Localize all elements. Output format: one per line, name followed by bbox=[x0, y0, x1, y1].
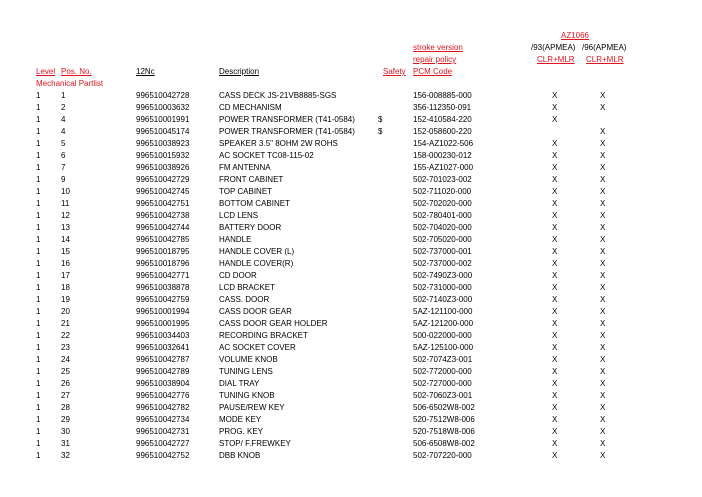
table-row bbox=[0, 115, 702, 127]
row-12nc: 996510042787 bbox=[136, 355, 190, 364]
table-row bbox=[0, 127, 702, 139]
row-variant-93: X bbox=[552, 247, 558, 256]
row-level: 1 bbox=[36, 235, 41, 244]
row-level: 1 bbox=[36, 379, 41, 388]
row-variant-96: X bbox=[600, 271, 606, 280]
row-description: CASS DECK JS-21VB8885-SGS bbox=[219, 91, 337, 100]
row-pcm-code: 502-705020-000 bbox=[413, 235, 472, 244]
table-row bbox=[0, 439, 702, 451]
row-pos-no: 26 bbox=[61, 379, 70, 388]
row-pos-no: 4 bbox=[61, 127, 66, 136]
row-variant-96: X bbox=[600, 343, 606, 352]
row-12nc: 996510038878 bbox=[136, 283, 190, 292]
row-12nc: 996510042751 bbox=[136, 199, 190, 208]
row-12nc: 996510001994 bbox=[136, 307, 190, 316]
row-pos-no: 15 bbox=[61, 247, 70, 256]
pos-no-header: Pos. No. bbox=[61, 67, 92, 76]
row-level: 1 bbox=[36, 427, 41, 436]
row-12nc: 996510042759 bbox=[136, 295, 190, 304]
row-variant-96: X bbox=[600, 379, 606, 388]
row-pos-no: 22 bbox=[61, 331, 70, 340]
row-variant-96: X bbox=[600, 295, 606, 304]
row-pcm-code: 5AZ-121100-000 bbox=[413, 307, 473, 316]
row-pcm-code: 154-AZ1022-506 bbox=[413, 139, 474, 148]
row-level: 1 bbox=[36, 343, 41, 352]
table-row bbox=[0, 355, 702, 367]
row-pos-no: 5 bbox=[61, 139, 66, 148]
row-pcm-code: 502-701023-002 bbox=[413, 175, 472, 184]
row-variant-93: X bbox=[552, 331, 558, 340]
row-variant-93: X bbox=[552, 403, 558, 412]
row-pos-no: 16 bbox=[61, 259, 70, 268]
row-12nc: 996510042771 bbox=[136, 271, 190, 280]
row-description: MODE KEY bbox=[219, 415, 262, 424]
row-description: FM ANTENNA bbox=[219, 163, 271, 172]
row-pos-no: 19 bbox=[61, 295, 70, 304]
row-variant-96: X bbox=[600, 151, 606, 160]
variant-93-header: /93(APMEA) bbox=[531, 43, 576, 52]
row-variant-96: X bbox=[600, 451, 606, 460]
row-pcm-code: 502-7060Z3-001 bbox=[413, 391, 473, 400]
row-description: PAUSE/REW KEY bbox=[219, 403, 285, 412]
row-variant-96: X bbox=[600, 187, 606, 196]
table-row bbox=[0, 307, 702, 319]
row-variant-96: X bbox=[600, 235, 606, 244]
row-variant-93: X bbox=[552, 427, 558, 436]
row-12nc: 996510042738 bbox=[136, 211, 190, 220]
row-variant-93: X bbox=[552, 163, 558, 172]
row-12nc: 996510042744 bbox=[136, 223, 190, 232]
row-description: CD DOOR bbox=[219, 271, 257, 280]
row-pcm-code: 500-022000-000 bbox=[413, 331, 472, 340]
row-pcm-code: 520-7512W8-006 bbox=[413, 415, 475, 424]
row-variant-93: X bbox=[552, 115, 558, 124]
row-variant-93: X bbox=[552, 151, 558, 160]
row-description: CASS DOOR GEAR HOLDER bbox=[219, 319, 328, 328]
table-row bbox=[0, 427, 702, 439]
row-variant-96: X bbox=[600, 103, 606, 112]
row-level: 1 bbox=[36, 271, 41, 280]
row-variant-93: X bbox=[552, 91, 558, 100]
row-pcm-code: 502-707220-000 bbox=[413, 451, 472, 460]
row-description: HANDLE bbox=[219, 235, 252, 244]
row-description: BATTERY DOOR bbox=[219, 223, 282, 232]
row-level: 1 bbox=[36, 451, 41, 460]
row-12nc: 996510034403 bbox=[136, 331, 190, 340]
row-description: CASS. DOOR bbox=[219, 295, 270, 304]
row-level: 1 bbox=[36, 91, 41, 100]
row-12nc: 996510001991 bbox=[136, 115, 190, 124]
row-pos-no: 31 bbox=[61, 439, 70, 448]
row-12nc: 996510018796 bbox=[136, 259, 190, 268]
table-row bbox=[0, 163, 702, 175]
table-row bbox=[0, 391, 702, 403]
row-12nc: 996510042776 bbox=[136, 391, 190, 400]
row-variant-96: X bbox=[600, 355, 606, 364]
row-pcm-code: 502-780401-000 bbox=[413, 211, 472, 220]
row-variant-96: X bbox=[600, 367, 606, 376]
row-variant-93: X bbox=[552, 319, 558, 328]
variant-96-header: /96(APMEA) bbox=[582, 43, 627, 52]
row-pos-no: 23 bbox=[61, 343, 70, 352]
stroke-version-header: stroke version bbox=[413, 43, 463, 52]
row-variant-96: X bbox=[600, 283, 606, 292]
row-pos-no: 28 bbox=[61, 403, 70, 412]
row-variant-93: X bbox=[552, 439, 558, 448]
row-variant-93: X bbox=[552, 343, 558, 352]
row-description: CASS DOOR GEAR bbox=[219, 307, 292, 316]
table-row bbox=[0, 151, 702, 163]
table-row bbox=[0, 199, 702, 211]
row-12nc: 996510038904 bbox=[136, 379, 190, 388]
row-pcm-code: 156-008885-000 bbox=[413, 91, 472, 100]
row-pcm-code: 152-410584-220 bbox=[413, 115, 472, 124]
row-pcm-code: 502-737000-001 bbox=[413, 247, 472, 256]
row-description: FRONT CABINET bbox=[219, 175, 284, 184]
row-description: POWER TRANSFORMER (T41-0584) bbox=[219, 115, 355, 124]
table-row bbox=[0, 331, 702, 343]
row-level: 1 bbox=[36, 403, 41, 412]
row-description: LCD BRACKET bbox=[219, 283, 276, 292]
row-12nc: 996510042789 bbox=[136, 367, 190, 376]
row-12nc: 996510042752 bbox=[136, 451, 190, 460]
row-level: 1 bbox=[36, 319, 41, 328]
row-level: 1 bbox=[36, 223, 41, 232]
table-row bbox=[0, 211, 702, 223]
row-pos-no: 29 bbox=[61, 415, 70, 424]
row-pos-no: 25 bbox=[61, 367, 70, 376]
row-level: 1 bbox=[36, 127, 41, 136]
section-title: Mechanical Partlist bbox=[36, 79, 104, 88]
row-pcm-code: 502-7074Z3-001 bbox=[413, 355, 473, 364]
row-description: STOP/ F.FREWKEY bbox=[219, 439, 291, 448]
row-12nc: 996510042727 bbox=[136, 439, 190, 448]
row-variant-96: X bbox=[600, 91, 606, 100]
row-description: DBB KNOB bbox=[219, 451, 261, 460]
row-pcm-code: 502-704020-000 bbox=[413, 223, 472, 232]
row-pcm-code: 502-702020-000 bbox=[413, 199, 472, 208]
row-pcm-code: 5AZ-121200-000 bbox=[413, 319, 474, 328]
row-pcm-code: 506-6508W8-002 bbox=[413, 439, 475, 448]
row-description: TUNING KNOB bbox=[219, 391, 275, 400]
row-variant-93: X bbox=[552, 271, 558, 280]
row-description: POWER TRANSFORMER (T41-0584) bbox=[219, 127, 355, 136]
row-pos-no: 7 bbox=[61, 163, 66, 172]
row-pos-no: 13 bbox=[61, 223, 70, 232]
row-12nc: 996510042734 bbox=[136, 415, 190, 424]
row-variant-96: X bbox=[600, 223, 606, 232]
row-pcm-code: 152-058600-220 bbox=[413, 127, 472, 136]
row-level: 1 bbox=[36, 151, 41, 160]
row-level: 1 bbox=[36, 367, 41, 376]
row-variant-93: X bbox=[552, 199, 558, 208]
row-pos-no: 18 bbox=[61, 283, 70, 292]
row-description: BOTTOM CABINET bbox=[219, 199, 290, 208]
row-pcm-code: 356-112350-091 bbox=[413, 103, 472, 112]
row-pcm-code: 502-711020-000 bbox=[413, 187, 472, 196]
row-variant-96: X bbox=[600, 331, 606, 340]
table-row bbox=[0, 367, 702, 379]
row-pos-no: 6 bbox=[61, 151, 66, 160]
row-description: VOLUME KNOB bbox=[219, 355, 278, 364]
row-level: 1 bbox=[36, 415, 41, 424]
row-variant-93: X bbox=[552, 223, 558, 232]
row-description: TOP CABINET bbox=[219, 187, 273, 196]
row-pos-no: 30 bbox=[61, 427, 70, 436]
table-row bbox=[0, 247, 702, 259]
row-description: DIAL TRAY bbox=[219, 379, 260, 388]
row-variant-93: X bbox=[552, 103, 558, 112]
row-variant-96: X bbox=[600, 211, 606, 220]
row-pos-no: 12 bbox=[61, 211, 70, 220]
table-row bbox=[0, 235, 702, 247]
row-variant-96: X bbox=[600, 391, 606, 400]
row-level: 1 bbox=[36, 259, 41, 268]
row-pos-no: 17 bbox=[61, 271, 70, 280]
row-12nc: 996510018795 bbox=[136, 247, 190, 256]
row-variant-96: X bbox=[600, 403, 606, 412]
row-variant-93: X bbox=[552, 415, 558, 424]
safety-header: Safety bbox=[383, 67, 406, 76]
table-row bbox=[0, 187, 702, 199]
row-pcm-code: 502-772000-000 bbox=[413, 367, 472, 376]
row-12nc: 996510042745 bbox=[136, 187, 190, 196]
pcm-code-header: PCM Code bbox=[413, 67, 453, 76]
row-pcm-code: 502-7490Z3-000 bbox=[413, 271, 473, 280]
row-level: 1 bbox=[36, 163, 41, 172]
row-pcm-code: 502-737000-002 bbox=[413, 259, 472, 268]
row-variant-96: X bbox=[600, 127, 606, 136]
row-variant-93: X bbox=[552, 451, 558, 460]
row-pos-no: 4 bbox=[61, 115, 66, 124]
row-variant-96: X bbox=[600, 415, 606, 424]
row-level: 1 bbox=[36, 139, 41, 148]
row-pcm-code: 155-AZ1027-000 bbox=[413, 163, 474, 172]
row-12nc: 996510015932 bbox=[136, 151, 190, 160]
row-level: 1 bbox=[36, 187, 41, 196]
row-pos-no: 24 bbox=[61, 355, 70, 364]
row-variant-93: X bbox=[552, 283, 558, 292]
row-safety: $ bbox=[378, 115, 383, 124]
table-row bbox=[0, 223, 702, 235]
row-pcm-code: 5AZ-125100-000 bbox=[413, 343, 474, 352]
row-description: TUNING LENS bbox=[219, 367, 273, 376]
row-variant-96: X bbox=[600, 175, 606, 184]
row-12nc: 996510042729 bbox=[136, 175, 190, 184]
row-pos-no: 20 bbox=[61, 307, 70, 316]
row-level: 1 bbox=[36, 175, 41, 184]
row-variant-96: X bbox=[600, 307, 606, 316]
row-variant-96: X bbox=[600, 259, 606, 268]
row-description: AC SOCKET COVER bbox=[219, 343, 296, 352]
model-header: AZ1066 bbox=[560, 31, 590, 40]
row-pcm-code: 502-731000-000 bbox=[413, 283, 472, 292]
row-12nc: 996510042785 bbox=[136, 235, 190, 244]
row-level: 1 bbox=[36, 283, 41, 292]
description-header: Description bbox=[219, 67, 260, 76]
row-pcm-code: 502-7140Z3-000 bbox=[413, 295, 473, 304]
table-row bbox=[0, 283, 702, 295]
table-row bbox=[0, 379, 702, 391]
clr-93-header: CLR+MLR bbox=[537, 55, 575, 64]
row-pcm-code: 158-000230-012 bbox=[413, 151, 472, 160]
repair-policy-header: repair policy bbox=[413, 55, 457, 64]
row-level: 1 bbox=[36, 295, 41, 304]
row-description: LCD LENS bbox=[219, 211, 259, 220]
table-row bbox=[0, 403, 702, 415]
row-variant-96: X bbox=[600, 199, 606, 208]
row-12nc: 996510003632 bbox=[136, 103, 190, 112]
row-pcm-code: 502-727000-000 bbox=[413, 379, 472, 388]
row-description: HANDLE COVER(R) bbox=[219, 259, 294, 268]
row-variant-93: X bbox=[552, 367, 558, 376]
row-level: 1 bbox=[36, 115, 41, 124]
row-pos-no: 9 bbox=[61, 175, 66, 184]
row-description: SPEAKER 3.5" 8OHM 2W ROHS bbox=[219, 139, 338, 148]
table-row bbox=[0, 139, 702, 151]
row-variant-93: X bbox=[552, 211, 558, 220]
row-variant-93: X bbox=[552, 235, 558, 244]
row-12nc: 996510032641 bbox=[136, 343, 190, 352]
row-level: 1 bbox=[36, 103, 41, 112]
row-variant-96: X bbox=[600, 427, 606, 436]
table-row bbox=[0, 295, 702, 307]
row-pos-no: 32 bbox=[61, 451, 70, 460]
row-12nc: 996510001995 bbox=[136, 319, 190, 328]
table-row bbox=[0, 259, 702, 271]
row-variant-93: X bbox=[552, 187, 558, 196]
row-variant-93: X bbox=[552, 391, 558, 400]
row-variant-96: X bbox=[600, 319, 606, 328]
row-pos-no: 14 bbox=[61, 235, 70, 244]
row-pos-no: 11 bbox=[61, 199, 70, 208]
row-level: 1 bbox=[36, 307, 41, 316]
row-level: 1 bbox=[36, 355, 41, 364]
table-row bbox=[0, 451, 702, 463]
row-pos-no: 10 bbox=[61, 187, 70, 196]
row-level: 1 bbox=[36, 391, 41, 400]
table-row bbox=[0, 91, 702, 103]
row-variant-93: X bbox=[552, 139, 558, 148]
row-12nc: 996510038923 bbox=[136, 139, 190, 148]
table-row bbox=[0, 103, 702, 115]
row-variant-93: X bbox=[552, 307, 558, 316]
table-row bbox=[0, 271, 702, 283]
row-description: HANDLE COVER (L) bbox=[219, 247, 295, 256]
row-variant-93: X bbox=[552, 295, 558, 304]
row-level: 1 bbox=[36, 331, 41, 340]
row-pos-no: 21 bbox=[61, 319, 70, 328]
row-level: 1 bbox=[36, 439, 41, 448]
row-pos-no: 27 bbox=[61, 391, 70, 400]
row-description: AC SOCKET TC08-115-02 bbox=[219, 151, 314, 160]
row-description: RECORDING BRACKET bbox=[219, 331, 308, 340]
row-pos-no: 1 bbox=[61, 91, 66, 100]
row-level: 1 bbox=[36, 211, 41, 220]
row-variant-96: X bbox=[600, 163, 606, 172]
table-row bbox=[0, 175, 702, 187]
row-variant-93: X bbox=[552, 259, 558, 268]
row-safety: $ bbox=[378, 127, 383, 136]
row-12nc: 996510042782 bbox=[136, 403, 190, 412]
row-variant-96: X bbox=[600, 139, 606, 148]
row-variant-93: X bbox=[552, 379, 558, 388]
table-row bbox=[0, 343, 702, 355]
row-level: 1 bbox=[36, 247, 41, 256]
row-description: CD MECHANISM bbox=[219, 103, 282, 112]
row-level: 1 bbox=[36, 199, 41, 208]
row-variant-93: X bbox=[552, 175, 558, 184]
row-pcm-code: 520-7518W8-006 bbox=[413, 427, 475, 436]
level-header: Level bbox=[36, 67, 56, 76]
row-pos-no: 2 bbox=[61, 103, 66, 112]
row-variant-93: X bbox=[552, 355, 558, 364]
row-variant-96: X bbox=[600, 247, 606, 256]
table-row bbox=[0, 319, 702, 331]
row-12nc: 996510045174 bbox=[136, 127, 190, 136]
row-pcm-code: 506-6502W8-002 bbox=[413, 403, 475, 412]
row-description: PROG. KEY bbox=[219, 427, 264, 436]
table-row bbox=[0, 415, 702, 427]
row-variant-96: X bbox=[600, 439, 606, 448]
row-12nc: 996510042728 bbox=[136, 91, 190, 100]
nc12-header: 12Nc bbox=[136, 67, 155, 76]
row-12nc: 996510042731 bbox=[136, 427, 190, 436]
row-12nc: 996510038926 bbox=[136, 163, 190, 172]
clr-96-header: CLR+MLR bbox=[586, 55, 624, 64]
